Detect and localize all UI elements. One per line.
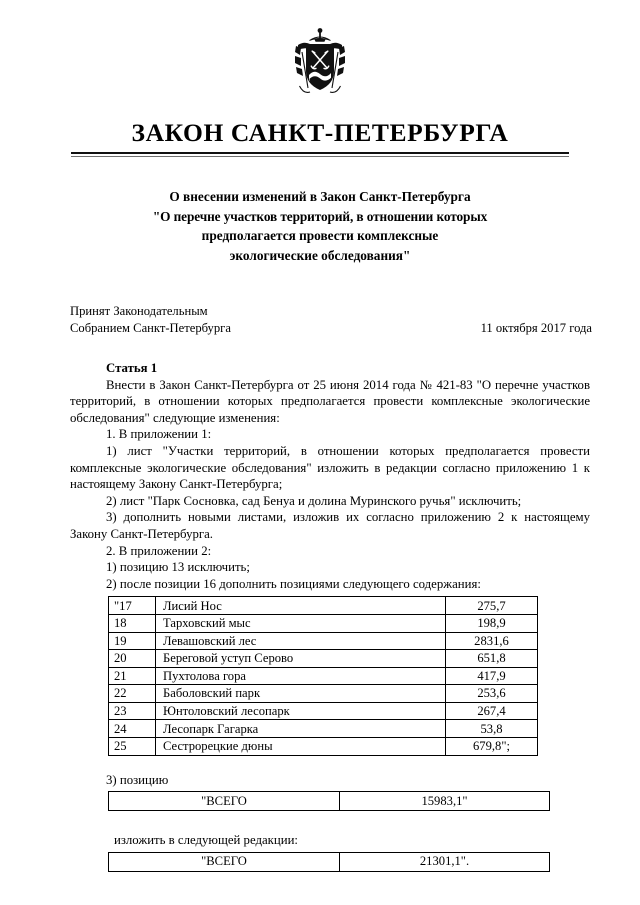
row-name: Юнтоловский лесопарк — [156, 702, 446, 720]
row-value: 417,9 — [446, 667, 538, 685]
table-row — [109, 632, 538, 650]
row-name: Лесопарк Гагарка — [156, 720, 446, 738]
appendix-1-item-1: 1) лист "Участки территорий, в отношении которых предполагается провести комплексные экологические обследования" изложить в редакции согласно приложению 1 к настоящему Закону Санкт-Петербурга; — [70, 443, 590, 492]
appendix-2-heading: 2. В приложении 2: — [106, 543, 212, 558]
article-body — [0, 360, 640, 592]
subtitle-line-1: О внесении изменений в Закон Санкт-Петербурга — [169, 189, 471, 204]
row-number: "17 — [109, 597, 156, 615]
row-number: 22 — [109, 685, 156, 703]
row-value: 651,8 — [446, 650, 538, 668]
total-label: "ВСЕГО — [109, 792, 340, 811]
row-name: Бабoловский парк — [156, 685, 446, 703]
page-title: ЗАКОН САНКТ-ПЕТЕРБУРГА — [131, 118, 509, 147]
table-row — [109, 614, 538, 632]
positions-table-container — [0, 596, 640, 755]
adoption-block — [0, 303, 640, 336]
row-number: 21 — [109, 667, 156, 685]
subtitle-line-2: "О перечне участков территорий, в отношении которых — [152, 208, 488, 224]
appendix-2-item-1: 1) позицию 13 исключить; — [106, 560, 250, 575]
table-row — [109, 702, 538, 720]
total-value: 21301,1". — [340, 852, 550, 871]
row-value: 253,6 — [446, 685, 538, 703]
appendix-1-item-2: 2) лист "Парк Сосновка, сад Бенуа и долина Муринского ручья" исключить; — [106, 493, 522, 508]
row-name: Левашовский лес — [156, 632, 446, 650]
row-number: 23 — [109, 702, 156, 720]
row-number: 25 — [109, 738, 156, 756]
row-name: Сестрорецкие дюны — [156, 738, 446, 756]
table-row — [109, 792, 550, 811]
table-row — [109, 738, 538, 756]
new-total-table — [108, 852, 550, 872]
total-label: "ВСЕГО — [109, 852, 340, 871]
row-number: 19 — [109, 632, 156, 650]
article-intro-paragraph: Внести в Закон Санкт-Петербурга от 25 июня 2014 года № 421-83 "О перечне участков территорий, в отношении которых предполагается провести комплексные экологические обследования" следующие изменения: — [70, 377, 590, 425]
subtitle-line-4: экологические обследования" — [229, 247, 411, 263]
restate-line: изложить в следующей редакции: — [114, 833, 298, 848]
appendix-2-item-2: 2) после позиции 16 дополнить позициями следующего содержания: — [106, 576, 481, 591]
appendix-2-item-3: 3) позицию — [106, 772, 169, 787]
positions-table-body — [109, 597, 538, 755]
old-total-table-container — [0, 791, 640, 811]
row-name: Пухтолова гора — [156, 667, 446, 685]
row-value: 679,8"; — [446, 738, 538, 756]
table-row — [109, 597, 538, 615]
row-number: 24 — [109, 720, 156, 738]
row-name: Береговой уступ Серово — [156, 650, 446, 668]
table-row — [109, 685, 538, 703]
appendix-1-heading: 1. В приложении 1: — [106, 427, 212, 442]
appendix-1-item-3: 3) дополнить новыми листами, изложив их согласно приложению 2 к настоящему Закону Санкт-Петербурга. — [70, 510, 590, 541]
adoption-line-2: Собранием Санкт-Петербурга — [70, 320, 231, 335]
new-total-table-container — [0, 852, 640, 872]
row-name: Тарховский мыс — [156, 614, 446, 632]
subtitle-line-3: предполагается провести комплексные — [201, 228, 439, 243]
table-row — [109, 852, 550, 871]
positions-table — [108, 596, 538, 755]
row-value: 2831,6 — [446, 632, 538, 650]
adoption-line-1: Принят Законодательным — [70, 304, 208, 318]
table-row — [109, 667, 538, 685]
row-value: 275,7 — [446, 597, 538, 615]
total-value: 15983,1" — [340, 792, 550, 811]
article-heading: Статья 1 — [106, 361, 158, 375]
title-divider — [71, 152, 569, 157]
row-number: 20 — [109, 650, 156, 668]
table-row — [109, 720, 538, 738]
row-name: Лисий Нос — [156, 597, 446, 615]
row-number: 18 — [109, 614, 156, 632]
emblem-container — [0, 0, 640, 106]
old-total-table — [108, 791, 550, 811]
row-value: 267,4 — [446, 702, 538, 720]
adoption-date: 11 октября 2017 года — [480, 320, 592, 335]
coat-of-arms-saint-petersburg-icon — [285, 26, 355, 106]
row-value: 198,9 — [446, 614, 538, 632]
document-subtitle — [105, 187, 535, 265]
table-row — [109, 650, 538, 668]
row-value: 53,8 — [446, 720, 538, 738]
